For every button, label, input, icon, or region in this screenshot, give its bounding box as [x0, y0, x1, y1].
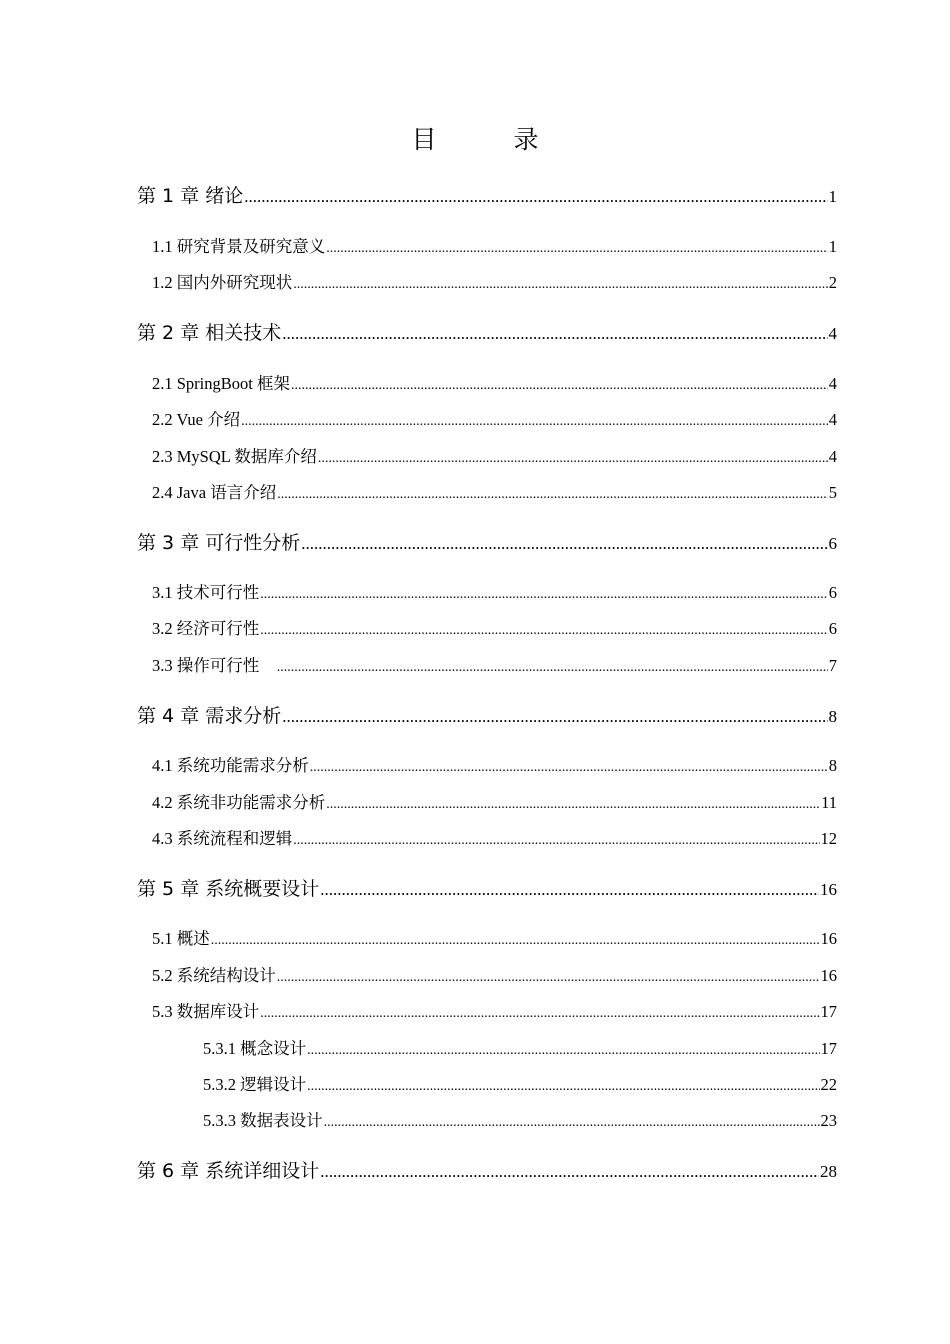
- toc-page-number: 28: [820, 1162, 837, 1181]
- page-title: 目 录: [411, 125, 565, 154]
- toc-page-number: 1: [828, 237, 837, 256]
- toc-page-number: 4: [828, 410, 837, 429]
- toc-label: 第 3 章 可行性分析: [137, 532, 301, 554]
- toc-leader-dots: [260, 1002, 819, 1026]
- toc-page-number: 22: [820, 1075, 837, 1094]
- toc-page-number: 17: [820, 1002, 837, 1021]
- toc-page-number: 4: [828, 324, 837, 343]
- toc-page-number: 7: [828, 656, 837, 675]
- toc-chapter-3[interactable]: [137, 530, 837, 557]
- toc-page-number: 11: [821, 793, 837, 812]
- toc-label: 5.3 数据库设计: [152, 1002, 260, 1021]
- toc-label: 4.3 系统流程和逻辑: [152, 829, 293, 848]
- toc-leader-dots: [320, 1159, 819, 1185]
- toc-page-number: 2: [828, 273, 837, 292]
- toc-leader-dots: [307, 1039, 819, 1063]
- toc-page-number: 16: [820, 880, 837, 899]
- toc-section-1-1[interactable]: [152, 235, 837, 261]
- toc-chapter-2[interactable]: [137, 320, 837, 347]
- toc-leader-dots: [211, 929, 820, 953]
- toc-section-4-3[interactable]: [152, 827, 837, 853]
- toc-label: 5.3.2 逻辑设计: [203, 1075, 307, 1094]
- toc-section-1-2[interactable]: [152, 271, 837, 297]
- toc-leader-dots: [260, 583, 828, 607]
- toc-section-2-2[interactable]: [152, 408, 837, 434]
- toc-subsection-5-3-2[interactable]: [203, 1073, 837, 1099]
- toc-label: 3.1 技术可行性: [152, 583, 260, 602]
- toc-page-number: 8: [828, 756, 837, 775]
- toc-leader-dots: [326, 237, 828, 261]
- toc-page-number: 23: [820, 1111, 837, 1130]
- toc-label: 4.1 系统功能需求分析: [152, 756, 309, 775]
- toc-chapter-4[interactable]: [137, 703, 837, 730]
- toc-label: 第 4 章 需求分析: [137, 705, 282, 727]
- toc-subsection-5-3-1[interactable]: [203, 1037, 837, 1063]
- toc-leader-dots: [277, 483, 828, 507]
- toc-page-number: 8: [828, 707, 837, 726]
- toc-label: 4.2 系统非功能需求分析: [152, 793, 326, 812]
- toc-leader-dots: [277, 656, 828, 680]
- toc-page-number: 6: [828, 619, 837, 638]
- toc-label: 1.1 研究背景及研究意义: [152, 237, 326, 256]
- toc-label: 1.2 国内外研究现状: [152, 273, 293, 292]
- toc-page-number: 12: [820, 829, 837, 848]
- toc-label: 2.3 MySQL 数据库介绍: [152, 447, 317, 466]
- toc-leader-dots: [324, 1111, 820, 1135]
- toc-subsection-5-3-3[interactable]: [203, 1109, 837, 1135]
- toc-leader-dots: [293, 273, 828, 297]
- toc-leader-dots: [310, 756, 828, 780]
- toc-page-number: 16: [820, 966, 837, 985]
- toc-label: 2.4 Java 语言介绍: [152, 483, 277, 502]
- toc-page-number: 4: [828, 447, 837, 466]
- toc-page-number: 6: [828, 534, 837, 553]
- toc-label: 第 2 章 相关技术: [137, 322, 282, 344]
- toc-label: 5.3.3 数据表设计: [203, 1111, 323, 1130]
- toc-label: 5.3.1 概念设计: [203, 1039, 307, 1058]
- toc-section-3-3[interactable]: [152, 654, 837, 680]
- toc-page-number: 6: [828, 583, 837, 602]
- toc-leader-dots: [318, 447, 828, 471]
- toc-leader-dots: [307, 1075, 819, 1099]
- toc-leader-dots: [277, 966, 820, 990]
- toc-section-3-1[interactable]: [152, 581, 837, 607]
- toc-leader-dots: [326, 793, 820, 817]
- toc-page-number: 5: [828, 483, 837, 502]
- toc-leader-dots: [244, 184, 827, 210]
- toc-leader-dots: [301, 531, 827, 557]
- toc-page-number: 16: [820, 929, 837, 948]
- toc-leader-dots: [282, 704, 827, 730]
- toc-label: 第 6 章 系统详细设计: [137, 1160, 320, 1182]
- toc-section-5-2[interactable]: [152, 964, 837, 990]
- toc-label: 2.2 Vue 介绍: [152, 410, 241, 429]
- toc-page-number: 1: [828, 187, 837, 206]
- toc-section-2-1[interactable]: [152, 372, 837, 398]
- toc-leader-dots: [291, 374, 828, 398]
- toc-section-4-1[interactable]: [152, 754, 837, 780]
- toc-page-number: 4: [828, 374, 837, 393]
- toc-chapter-6[interactable]: [137, 1158, 837, 1185]
- toc-section-3-2[interactable]: [152, 617, 837, 643]
- toc-label: 3.2 经济可行性: [152, 619, 260, 638]
- toc-label: 第 1 章 绪论: [137, 185, 244, 207]
- toc-label: 2.1 SpringBoot 框架: [152, 374, 290, 393]
- toc-label: 5.1 概述: [152, 929, 210, 948]
- toc-chapter-5[interactable]: [137, 876, 837, 903]
- toc-chapter-1[interactable]: [137, 183, 837, 210]
- toc-leader-dots: [320, 877, 819, 903]
- toc-label: 5.2 系统结构设计: [152, 966, 276, 985]
- toc-section-4-2[interactable]: [152, 791, 837, 817]
- toc-section-2-3[interactable]: [152, 445, 837, 471]
- toc-section-5-1[interactable]: [152, 927, 837, 953]
- toc-label: 第 5 章 系统概要设计: [137, 878, 320, 900]
- toc-section-5-3[interactable]: [152, 1000, 837, 1026]
- toc-leader-dots: [293, 829, 819, 853]
- toc-page-number: 17: [820, 1039, 837, 1058]
- toc-leader-dots: [260, 619, 828, 643]
- toc-label: 3.3 操作可行性: [152, 656, 276, 675]
- toc-section-2-4[interactable]: [152, 481, 837, 507]
- toc-leader-dots: [282, 321, 827, 347]
- toc-leader-dots: [241, 410, 828, 434]
